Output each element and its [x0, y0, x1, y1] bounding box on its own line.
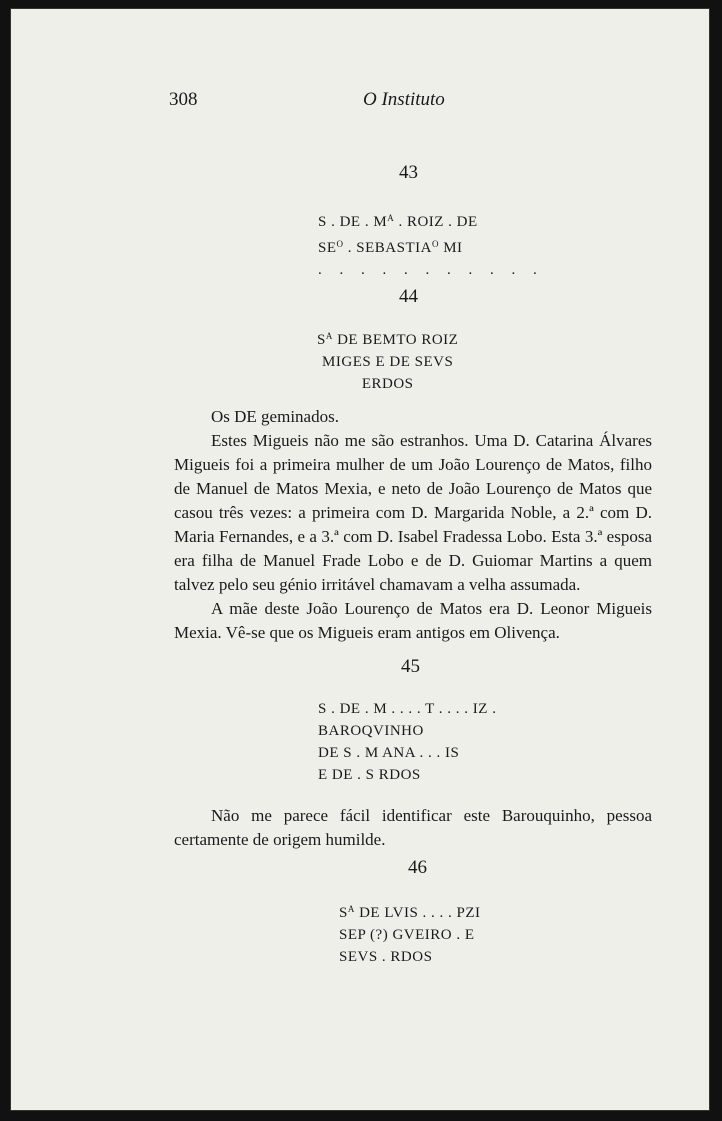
inscription-text: S . DE . M: [318, 214, 388, 230]
section-number-44: 44: [399, 286, 418, 307]
superscript-letter: A: [325, 331, 333, 341]
inscription-line: [318, 742, 496, 764]
paragraph: Não me parece fácil identificar este Barouquinho, pessoa certamente de origem humilde.: [174, 806, 652, 849]
section-number-46: 46: [408, 857, 427, 878]
inscription-text: S: [339, 905, 348, 921]
inscription-text: SE: [318, 240, 337, 256]
inscription-line: [318, 207, 544, 233]
inscription-45: [318, 698, 496, 786]
inscription-text: DE BEMTO ROIZ: [332, 332, 459, 348]
inscription-line: [318, 233, 544, 259]
inscription-line: [318, 698, 496, 720]
page-number: 308: [169, 89, 198, 110]
inscription-text: MI: [438, 240, 463, 256]
inscription-line: [317, 373, 458, 395]
inscription-line: [339, 924, 481, 946]
commentary-45: [174, 804, 652, 852]
running-title: O Instituto: [363, 89, 445, 110]
section-number-45: 45: [401, 656, 420, 677]
paragraph: Os DE geminados.: [211, 407, 339, 426]
superscript-letter: O: [431, 239, 439, 249]
inscription-line: [339, 946, 481, 968]
inscription-text: . . . . . . . . . . .: [318, 262, 544, 278]
inscription-text: BAROQVINHO: [318, 723, 424, 739]
inscription-line: [339, 898, 481, 924]
inscription-line: [318, 720, 496, 742]
inscription-line: [318, 764, 496, 786]
inscription-text: . SEBASTIA: [343, 240, 432, 256]
commentary-44: [174, 405, 652, 645]
inscription-line: [317, 351, 458, 373]
inscription-text: ERDOS: [361, 376, 414, 392]
section-number-43: 43: [399, 162, 418, 183]
inscription-43: [318, 207, 544, 281]
inscription-text: SEVS . RDOS: [339, 949, 433, 965]
inscription-line: [318, 259, 544, 281]
inscription-44: [317, 325, 458, 395]
superscript-letter: A: [347, 904, 355, 914]
inscription-text: SEP (?) GVEIRO . E: [339, 927, 475, 943]
document-page: [10, 8, 710, 1111]
paragraph: A mãe deste João Lourenço de Matos era D. Leonor Migueis Mexia. Vê-se que os Migueis eram antigos em Olivença.: [174, 599, 652, 642]
inscription-text: E DE . S RDOS: [318, 767, 421, 783]
inscription-text: S: [317, 332, 326, 348]
inscription-text: . ROIZ . DE: [394, 214, 478, 230]
inscription-text: DE S . M ANA . . . IS: [318, 745, 460, 761]
inscription-text: DE LVIS . . . . PZI: [354, 905, 481, 921]
inscription-46: [339, 898, 481, 968]
inscription-text: S . DE . M . . . . T . . . . IZ .: [318, 701, 497, 717]
superscript-letter: A: [387, 213, 395, 223]
inscription-line: [317, 325, 458, 351]
superscript-letter: O: [336, 239, 344, 249]
paragraph: Estes Migueis não me são estranhos. Uma D. Catarina Álvares Migueis foi a primeira mulher de um João Lourenço de Matos, filho de Manuel de Matos Mexia, e neto de João Lourenço de Matos que casou três vezes: a primeira com D. Margarida Noble, a 2.ª com D. Maria Fernandes, e a 3.ª com D. Isabel Fradessa Lobo. Esta 3.ª esposa era filha de Manuel Frade Lobo e de D. Guiomar Martins a quem talvez pelo seu génio irritável chamavam a velha assumada.: [174, 431, 652, 594]
inscription-text: MIGES E DE SEVS: [322, 354, 454, 370]
